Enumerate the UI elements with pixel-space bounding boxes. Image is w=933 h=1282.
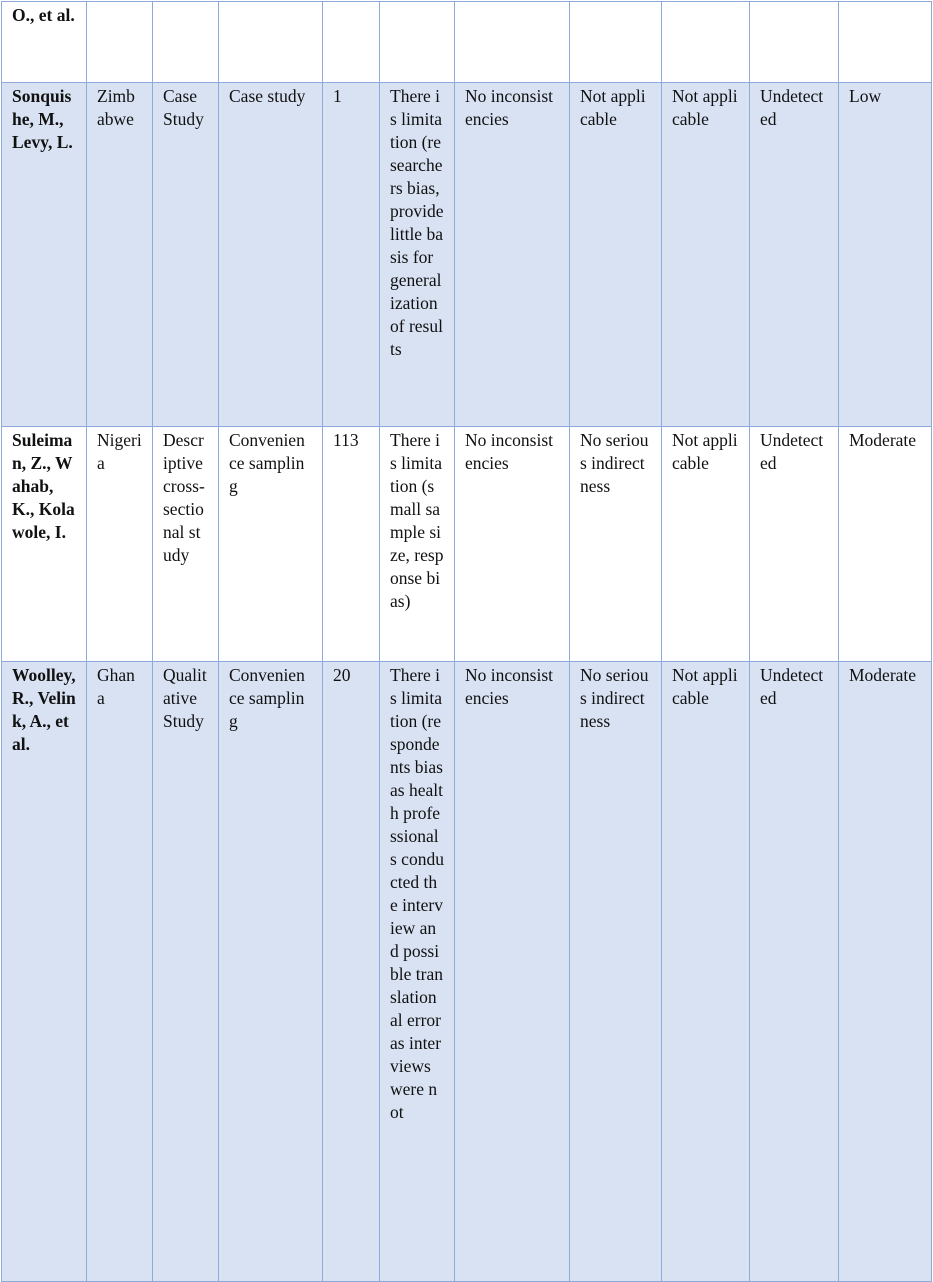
- cell-author: Woolley, R., Velink, A., et al.: [2, 662, 87, 1282]
- cell-author: O., et al.: [2, 2, 87, 83]
- cell-sample-size: 1: [323, 83, 380, 427]
- cell-inconsistency: [455, 2, 570, 83]
- cell-indirectness: Not applicable: [570, 83, 662, 427]
- table-row: [2, 2, 932, 83]
- cell-inconsistency: No inconsistencies: [455, 83, 570, 427]
- cell-sampling-method: Case study: [219, 83, 323, 427]
- cell-sampling-method: Convenience sampling: [219, 662, 323, 1282]
- cell-risk-of-bias: There is limitation (small sample size, response bias): [380, 427, 455, 662]
- cell-imprecision: Not applicable: [662, 83, 750, 427]
- cell-inconsistency: No inconsistencies: [455, 662, 570, 1282]
- cell-country: Nigeria: [87, 427, 153, 662]
- cell-sampling-method: [219, 2, 323, 83]
- cell-sample-size: 113: [323, 427, 380, 662]
- cell-imprecision: Not applicable: [662, 427, 750, 662]
- cell-indirectness: No serious indirectness: [570, 427, 662, 662]
- cell-study-design: Case Study: [153, 83, 219, 427]
- cell-publication-bias: Undetected: [750, 662, 839, 1282]
- evidence-table: [1, 1, 932, 1282]
- cell-publication-bias: Undetected: [750, 427, 839, 662]
- cell-certainty: [839, 2, 932, 83]
- cell-indirectness: No serious indirectness: [570, 662, 662, 1282]
- cell-certainty: Moderate: [839, 662, 932, 1282]
- table-body: [2, 2, 932, 1282]
- cell-risk-of-bias: [380, 2, 455, 83]
- cell-publication-bias: [750, 2, 839, 83]
- cell-sample-size: [323, 2, 380, 83]
- cell-country: Ghana: [87, 662, 153, 1282]
- cell-study-design: Qualitative Study: [153, 662, 219, 1282]
- cell-risk-of-bias: There is limitation (respondents bias as health professionals conducted the interview and possible translational error as interviews were not: [380, 662, 455, 1282]
- cell-imprecision: Not applicable: [662, 662, 750, 1282]
- cell-imprecision: [662, 2, 750, 83]
- cell-country: [87, 2, 153, 83]
- cell-publication-bias: Undetected: [750, 83, 839, 427]
- table-row: [2, 83, 932, 427]
- cell-sampling-method: Convenience sampling: [219, 427, 323, 662]
- table-row: [2, 662, 932, 1282]
- cell-certainty: Low: [839, 83, 932, 427]
- cell-indirectness: [570, 2, 662, 83]
- cell-study-design: Descriptive cross-sectional study: [153, 427, 219, 662]
- cell-certainty: Moderate: [839, 427, 932, 662]
- cell-country: Zimbabwe: [87, 83, 153, 427]
- cell-sample-size: 20: [323, 662, 380, 1282]
- table-row: [2, 427, 932, 662]
- cell-author: Sonquishe, M., Levy, L.: [2, 83, 87, 427]
- cell-risk-of-bias: There is limitation (researchers bias, provide little basis for generalization of results: [380, 83, 455, 427]
- cell-author: Suleiman, Z., Wahab, K., Kolawole, I.: [2, 427, 87, 662]
- cell-inconsistency: No inconsistencies: [455, 427, 570, 662]
- cell-study-design: [153, 2, 219, 83]
